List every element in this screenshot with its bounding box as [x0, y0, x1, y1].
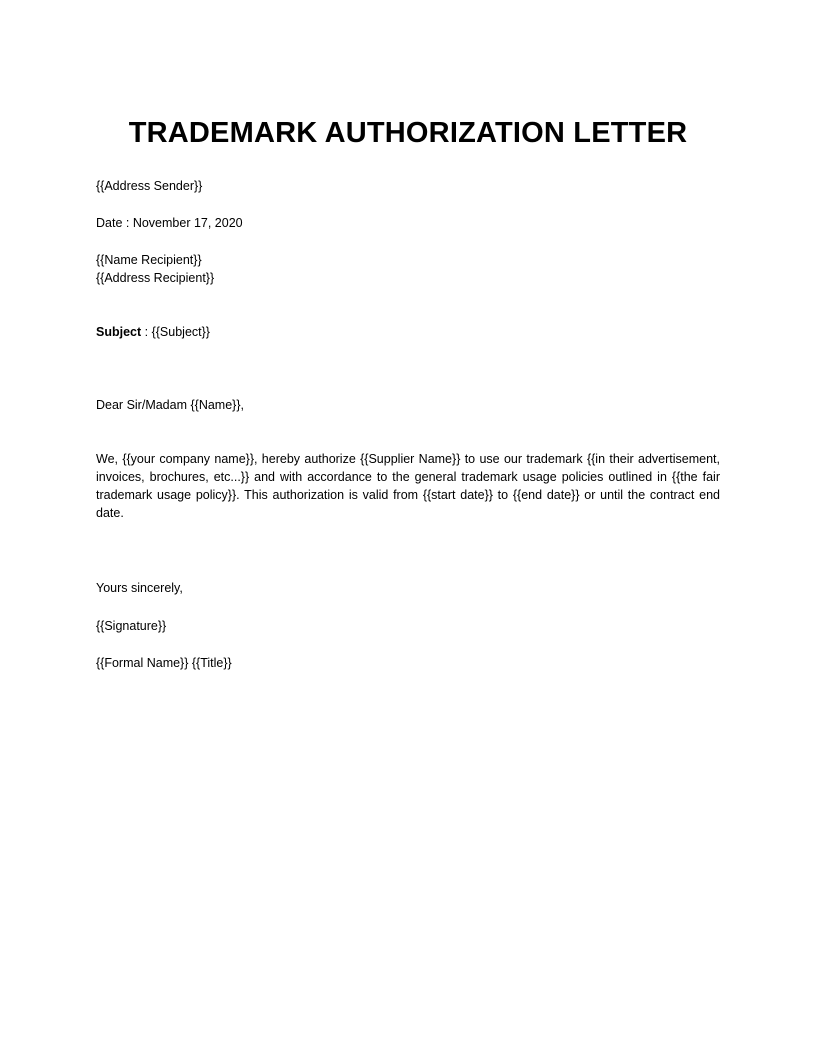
salutation: Dear Sir/Madam {{Name}},: [96, 398, 244, 412]
date-line: Date : November 17, 2020: [96, 216, 243, 230]
formal-name-title: {{Formal Name}} {{Title}}: [96, 656, 232, 670]
subject-value: : {{Subject}}: [141, 325, 210, 339]
subject-line: [96, 323, 720, 341]
signature-placeholder: {{Signature}}: [96, 619, 167, 633]
closing: Yours sincerely,: [96, 581, 183, 595]
address-sender: {{Address Sender}}: [96, 179, 203, 193]
body-paragraph: We, {{your company name}}, hereby authorize {{Supplier Name}} to use our trademark {{in their advertisement, invoices, brochures, etc...}} and with accordance to the general trademark usage policies outlined in {{the fair trademark usage policy}}. This authorization is valid from {{start date}} to {{end date}} or until the contract end date.: [96, 452, 720, 520]
subject-label: Subject: [96, 325, 142, 339]
letter-title: TRADEMARK AUTHORIZATION LETTER: [128, 117, 688, 149]
address-recipient: {{Address Recipient}}: [96, 271, 215, 285]
name-recipient: {{Name Recipient}}: [96, 253, 202, 267]
